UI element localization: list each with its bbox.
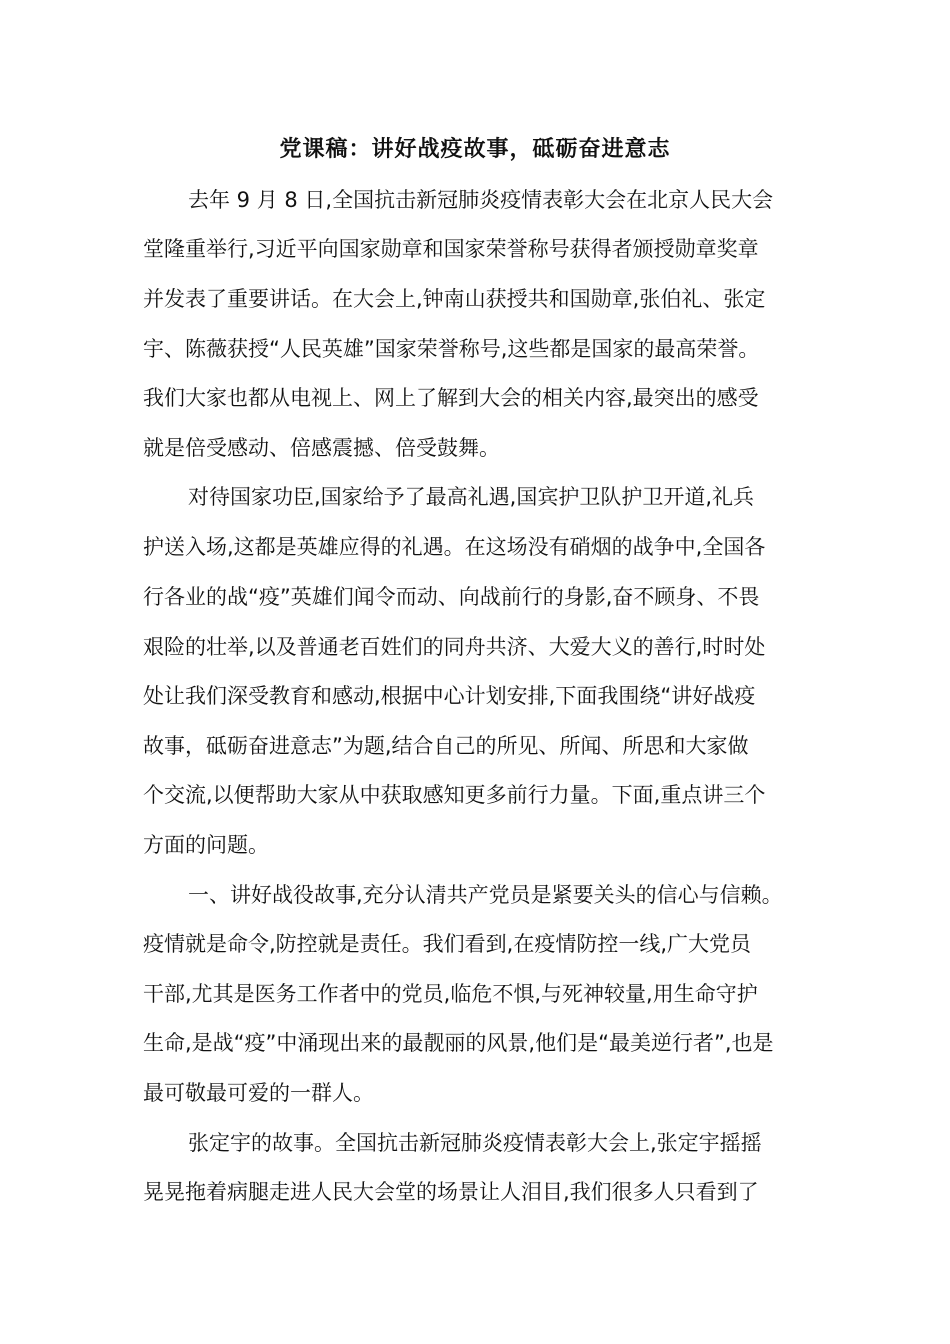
paragraph-line: 一、讲好战役故事,充分认清共产党员是紧要关头的信心与信赖。 [188, 883, 783, 907]
paragraph-line: 对待国家功臣,国家给予了最高礼遇,国宾护卫队护卫开道,礼兵 [188, 485, 755, 509]
paragraph-line: 去年 9 月 8 日,全国抗击新冠肺炎疫情表彰大会在北京人民大会 [188, 188, 774, 212]
paragraph-line: 方面的问题。 [143, 833, 269, 857]
paragraph-line: 故事，砥砺奋进意志”为题,结合自己的所见、所闻、所思和大家做 [143, 734, 749, 758]
paragraph-line: 处让我们深受教育和感动,根据中心计划安排,下面我围绕“讲好战疫 [143, 684, 756, 708]
paragraph-line: 疫情就是命令,防控就是责任。我们看到,在疫情防控一线,广大党员 [143, 932, 752, 956]
paragraph-line: 晃晃拖着病腿走进人民大会堂的场景让人泪目,我们很多人只看到了 [143, 1180, 759, 1204]
paragraph-line: 干部,尤其是医务工作者中的党员,临危不惧,与死神较量,用生命守护 [143, 982, 758, 1006]
paragraph-line: 堂隆重举行,习近平向国家勋章和国家荣誉称号获得者颁授勋章奖章 [143, 237, 759, 261]
paragraph-line: 我们大家也都从电视上、网上了解到大会的相关内容,最突出的感受 [143, 386, 759, 410]
document-title: 党课稿：讲好战疫故事，砥砺奋进意志 [279, 137, 671, 162]
paragraph-line: 个交流,以便帮助大家从中获取感知更多前行力量。下面,重点讲三个 [143, 783, 766, 807]
paragraph-line: 艰险的壮举,以及普通老百姓们的同舟共济、大爱大义的善行,时时处 [143, 635, 766, 659]
paragraph-line: 并发表了重要讲话。在大会上,钟南山获授共和国勋章,张伯礼、张定 [143, 287, 766, 311]
paragraph-line: 张定宇的故事。全国抗击新冠肺炎疫情表彰大会上,张定宇摇摇 [188, 1131, 762, 1155]
paragraph-line: 行各业的战“疫”英雄们闻令而动、向战前行的身影,奋不顾身、不畏 [143, 585, 760, 609]
paragraph-line: 宇、陈薇获授“人民英雄”国家荣誉称号,这些都是国家的最高荣誉。 [143, 337, 760, 361]
paragraph-line: 就是倍受感动、倍感震撼、倍受鼓舞。 [143, 436, 500, 460]
paragraph-line: 最可敬最可爱的一群人。 [143, 1081, 374, 1105]
paragraph-line: 护送入场,这都是英雄应得的礼遇。在这场没有硝烟的战争中,全国各 [143, 535, 766, 559]
paragraph-line: 生命,是战“疫”中涌现出来的最靓丽的风景,他们是“最美逆行者”,也是 [143, 1031, 774, 1055]
